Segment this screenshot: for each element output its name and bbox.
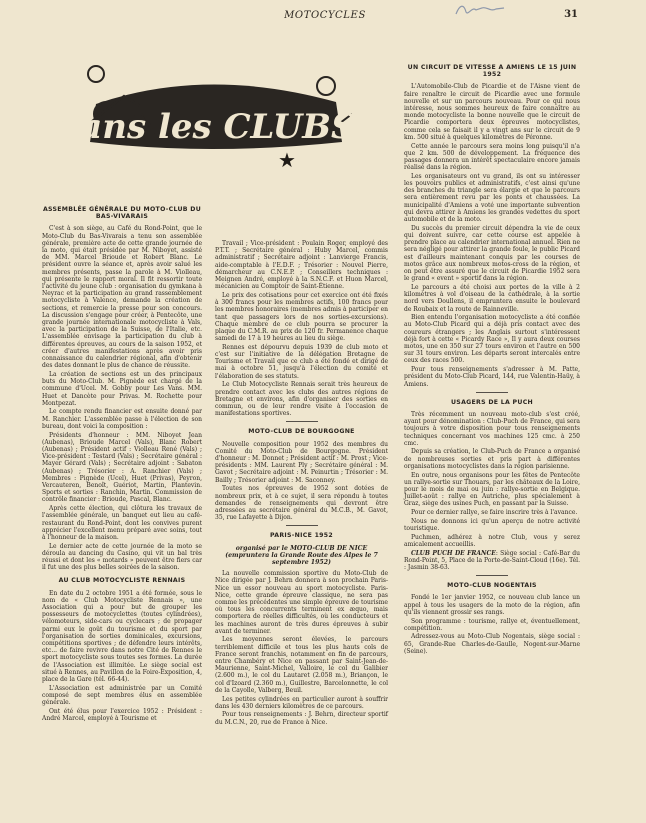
paragraph: Présidents d'honneur : MM. Niboyet Jean (Aubenas), Brioude Marcel (Vals), Blanc Robert (Aubenas) ; Président actif : Violleau René (Vals) ; Vice-président : Testard (Vals) ; Secrétaire général : Mayer Gérard (Vals) ; Secrétaire adjoint : Sabaton (Aubenas) ; Trésorier : A. Ranchier (Vals) ; Membres : Pignède (Ucel), Huet (Privas), Peyron, Vercauteren, Benoît, Guériot, Martin, Plantevin. Sports et sorties : Ranchin, Martin. Commission de contrôle financier : Brioude, Pascal, Blanc. <box>42 431 202 504</box>
article-heading: AU CLUB MOTOCYCLISTE RENNAIS <box>58 577 186 585</box>
column-3 <box>404 58 580 657</box>
article-heading: ASSEMBLÉE GÉNÉRALE DU MOTO-CLUB DU BAS-VIVARAIS <box>42 206 202 221</box>
divider <box>286 525 318 526</box>
paragraph: Cette année le parcours sera moins long puisqu'il n'a que 2 km. 500 de développement. La fréquence des passages donnera un intérêt spectaculaire encore jamais réalisé dans la région. <box>404 142 580 172</box>
paragraph: Travail ; Vice-président : Poulain Roger, employé des P.T.T. ; Secrétaire général : Huby Marcel, commis administratif ; Secrétaire adjoint : Lanvierge Francis, aide-comptable à l'E.D.F. ; Trésorier : Nouvel Pierre, démarcheur au C.N.E.P. ; Conseillers techniques : Meignen André, employé à la S.N.C.F. et Huon Marcel, mécanicien au Comptoir de Saint-Étienne. <box>215 240 388 291</box>
paragraph: Les moyennes seront élevées, le parcours terriblement difficile et tous les plus hauts cols de France seront franchis, notamment en fin de parcours, entre Chambéry et Nice en passant par Saint-Jean-de-Maurienne, Saint-Michel, Valloire, le col du Galibier (2.600 m.), le col du Lautaret (2.058 m.), Briançon, le col d'Izoard (2.360 m.), Guillestre, Barcelonnette, le col de la Cayolle, Valberg, Beuil. <box>215 636 388 694</box>
section-logo <box>36 44 376 194</box>
column-2 <box>215 240 388 727</box>
paragraph: Puchmen, adhérez à notre Club, vous y serez amicalement accueillis. <box>404 533 580 548</box>
paragraph: Nouvelle composition pour 1952 des membres du Comité du Moto-Club de Bourgogne. Président d'honneur : M. Donnet ; Président actif : M. Prost ; Vice-présidents : MM. Laurent Ply ; Secrétaire général : M. Gavot ; Secrétaire adjoint : M. Peinurtin ; Trésorier : M. Bailly ; Trésorier adjoint : M. Saconney. <box>215 440 388 484</box>
club-name: CLUB PUCH DE FRANCE <box>411 549 496 557</box>
paragraph: En outre, nous organisons pour les fêtes de Pentecôte un rallye-sortie sur Thouars, par les châteaux de la Loire, pour le mois de mai ou juin : rallye-sortie en Belgique. Juillet-août : rallye en Autriche, plus spécialement à Graz, siège des usines Puch, en passant par la Suisse. <box>404 471 580 508</box>
column-1 <box>42 200 202 724</box>
paragraph: Le dernier acte de cette journée de la moto se déroula au dancing du Casino, qui vit un bal très réussi et dont les « motards » peuvent être fiers car il fut une des plus belles soirées de la saison. <box>42 542 202 572</box>
paragraph: Les organisateurs ont vu grand, ils ont su intéresser les pouvoirs publics et administratifs, c'est ainsi qu'une des branches du triangle sera élargie et que le parcours sera entièrement revu par les ponts et chaussées. La municipalité d'Amiens a voté une importante subvention qui devra attirer à Amiens les grandes vedettes du sport automobile et de la moto. <box>404 172 580 224</box>
paragraph: L'Association est administrée par un Comité composé de sept membres élus en assemblée générale. <box>42 684 202 707</box>
paragraph: Très récemment un nouveau moto-club s'est créé, ayant pour dénomination : Club-Puch de France, qui sera toujours à votre disposition pour tous renseignements techniques concernant vos machines 125 cmc. à 250 cmc. <box>404 410 580 447</box>
paragraph: Rennes est dépourvu depuis 1939 de club moto et c'est sur l'initiative de la délégation Bretagne de Tourisme et Travail que ce club a été fondé et dirigé de mai à octobre 51, jusqu'à l'élection du comité et l'élaboration de ses statuts. <box>215 343 388 380</box>
paragraph: La nouvelle commission sportive du Moto-Club de Nice dirigée par J. Behrn donnera à son prochain Paris-Nice un essor nouveau au sport motocycliste. Paris-Nice, cette grande épreuve classique, ne sera pas comme les précédentes une simple épreuve de tourisme où tous les concurrents terminent ex æquo, mais comportera de réelles difficultés, où les conducteurs et les machines auront de très dures épreuves à subir avant de terminer. <box>215 570 388 635</box>
article-heading: MOTO-CLUB NOGENTAIS <box>447 582 537 590</box>
paragraph: Le compte rendu financier est ensuite donné par M. Ranchier. L'assemblée passe à l'élection de son bureau, dont voici la composition : <box>42 408 202 430</box>
article-heading: PARIS-NICE 1952 <box>270 532 333 540</box>
paragraph: Le Club Motocycliste Rennais serait très heureux de prendre contact avec les clubs des autres régions de Bretagne et environs, afin d'organiser des sorties en commun, ou de leur rendre visite à l'occasion de manifestations sportives. <box>215 381 388 418</box>
paragraph: Le parcours a été choisi aux portes de la ville à 2 kilomètres à vol d'oiseau de la cathédrale, à la sortie nord vers Doullens, il empruntera ensuite le boulevard de Roubaix et la route de Rainneville. <box>404 283 580 313</box>
article-heading: UN CIRCUIT DE VITESSE A AMIENS LE 15 JUIN 1952 <box>407 64 577 79</box>
paragraph: La création de sections est un des principaux buts du Moto-Club. M. Pignède est chargé de la commune d'Ucel. M. Gobby pour Les Vans. MM. Huet et Dancète pour Privas. M. Rochette pour Montpezat. <box>42 370 202 407</box>
article-subheading: organisé par le MOTO-CLUB DE NICE (empruntera la Grande Route des Alpes le 7 septembre 1952) <box>225 544 378 566</box>
article-heading: MOTO-CLUB DE BOURGOGNE <box>248 428 355 436</box>
running-header: MOTOCYCLES <box>284 10 366 21</box>
star-ornament: ★ <box>278 148 296 172</box>
handwritten-mark <box>452 2 512 18</box>
club-address: : Siège social : Café-Bar du Rond-Point, 5, Place de la Porte-de-Saint-Cloud (16e). Tél. : Jasmin 38-63. <box>404 549 581 571</box>
paragraph: En date du 2 octobre 1951 a été formée, sous le nom de « Club Motocycliste Rennais », une Association qui a pour but de grouper les possesseurs de motocyclettes (toutes cylindrées), vélomoteurs, side-cars ou cyclecars ; de propager parmi eux le goût du tourisme et du sport par l'organisation de sorties dominicales, excursions, compétitions sportives ; de défendre leurs intérêts, etc... de faire revivre dans notre Cité de Rennes le sport motocycliste sous toutes ses formes. La durée de l'Association est illimitée. Le siège social est situé à Rennes, au Pavillon de la Foire-Exposition, 4, place de la Gare (tél. 66-44). <box>42 589 202 684</box>
divider <box>476 392 508 393</box>
paragraph: L'Automobile-Club de Picardie et de l'Aisne vient de faire renaître le circuit de Picardie avec une formule nouvelle et sur un parcours nouveau. Pour ce qui nous intéresse, nous sommes heureux de faire connaître au monde motocycliste la bonne nouvelle que le circuit de Picardie comportera deux épreuves motocyclistes, comme cela se faisait il y a vingt ans sur le circuit de 9 km. 500 situé à quelques kilomètres de Péronne. <box>404 83 580 141</box>
paragraph: Pour ce dernier rallye, se faire inscrire très à l'avance. <box>411 509 578 517</box>
paragraph: Son programme : tourisme, rallye et, éventuellement, compétition. <box>404 617 580 632</box>
paragraph: Du succès du premier circuit dépendra la vie de ceux qui doivent suivre, car cette course est appelée à prendre place au calendrier international annuel. Rien ne sera négligé pour attirer la grande foule, le public Picard est d'ailleurs maintenant conquis par les courses de motos grâce aux nombreux motos-cross de la région, et on peut être assuré que le circuit de Picardie 1952 sera le grand « event » sportif dans la région. <box>404 224 580 283</box>
paragraph: Après cette élection, qui clôtura les travaux de l'assemblée générale, un banquet eut lieu au café-restaurant du Rond-Point, dont les convives purent apprécier l'excellent menu préparé avec soins, tout à l'honneur de la maison. <box>42 505 202 541</box>
divider <box>476 575 508 576</box>
paragraph: Pour tous renseignements : J. Behrn, directeur sportif du M.C.N., 20, rue de France à Nice. <box>215 711 388 726</box>
paragraph: Nous ne donnons ici qu'un aperçu de notre activité touristique. <box>404 517 580 532</box>
paragraph: Les petites cylindrées en particulier auront à souffrir dans les 430 derniers kilomètres de ce parcours. <box>215 695 388 710</box>
paragraph: Fondé le 1er janvier 1952, ce nouveau club lance un appel à tous les usagers de la moto de la région, afin qu'ils viennent grossir ses rangs. <box>404 594 580 616</box>
paragraph <box>404 550 580 572</box>
divider <box>286 421 318 422</box>
article-heading: USAGERS DE LA PUCH <box>450 398 534 406</box>
logo-text: dans les CLUBS <box>56 107 356 147</box>
paragraph: Toutes nos épreuves de 1952 sont dotées de nombreux prix, et à ce sujet, il sera répondu à toutes demandes de renseignements qui devront être adressées au secrétaire général du M.C.B., M. Gavot, 35, rue Lafayette à Dijon. <box>215 485 388 522</box>
paragraph: Adressez-vous au Moto-Club Nogentais, siège social : 65, Grande-Rue Charles-de-Gaulle, Nogent-sur-Marne (Seine). <box>404 633 580 655</box>
paragraph: Depuis sa création, le Club-Puch de France a organisé de nombreuses sorties et pris part à différentes organisations motocyclistes dans la région parisienne. <box>404 448 580 470</box>
paragraph: Ont été élus pour l'exercice 1952 : Président : André Marcel, employé à Tourisme et <box>42 707 202 723</box>
page-number: 31 <box>564 9 578 20</box>
paragraph: Le prix des cotisations pour cet exercice ont été fixés à 300 francs pour les membres actifs, 100 francs pour les membres honoraires (membres admis à participer en tant que passagers lors de nos sorties-excursions). Chaque membre de ce club pourra se procurer la plaque du C.M.R. au prix de 120 fr. Permanence chaque samedi de 17 à 19 heures au lieu du siège. <box>215 291 388 343</box>
paragraph: C'est à son siège, au Café du Rond-Point, que le Moto-Club du Bas-Vivarais a tenu son assemblée générale, première acte de cette grande journée de la moto, qui était présidée par M. Niboyet, assisté de MM. Marcel Brioude et Robert Blanc. Le président ouvre la séance et, après avoir salué les membres présents, passe la parole à M. Violleau, qui présente le rapport moral. Il fit ressortir toute l'activité du jeune club : organisation du gymkana à Neyrac et la participation au grand rassemblement motocycliste à Valence, demande la création de sections, et remercie la presse pour son concours. La discussion s'engage pour créer, à Pentecôte, une grande journée internationale motocycliste à Vals, avec la participation de la Suisse, de l'Italie, etc. L'assemblée envisage la participation du club à différentes épreuves, au cours de la saison 1952, et créer d'autres manifestations après avoir pris connaissance du calendrier régional, afin d'obtenir des dates donnant le plus de chance de réussite. <box>42 225 202 370</box>
paragraph: Pour tous renseignements s'adresser à M. Patte, président du Moto-Club Picard, 144, rue Valentin-Haüy, à Amiens. <box>404 366 580 388</box>
paragraph: Bien entendu l'organisation motocycliste a été confiée au Moto-Club Picard qui a déjà pris contact avec des coureurs étrangers ; les Anglais surtout s'intéressent déjà fort à cette « Picardy Race », Il y aura deux courses motos, une en 350 sur 27 tours environ et l'autre en 500 sur 31 tours environ. Les départs seront intercalés entre ceux des races 500. <box>404 314 580 365</box>
